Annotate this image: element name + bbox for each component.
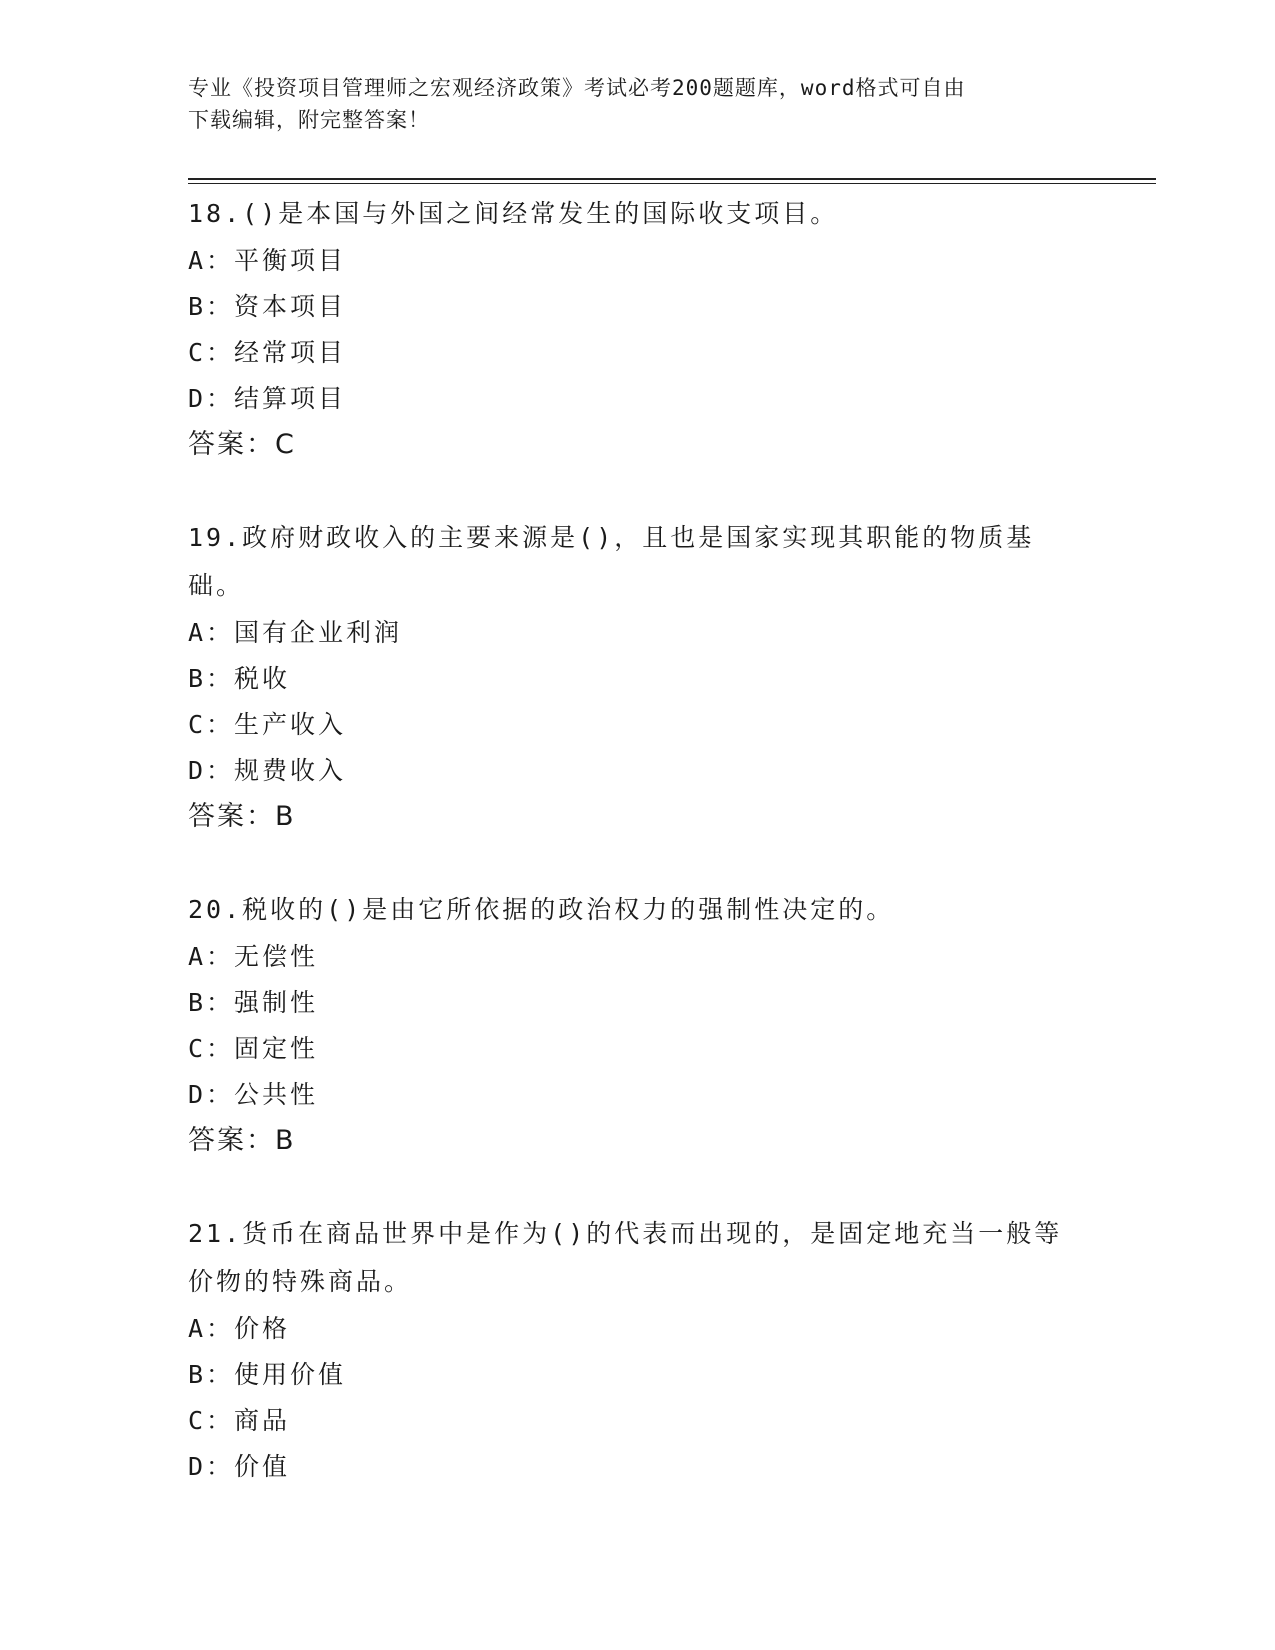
option-d: D：结算项目 <box>188 384 347 413</box>
question-text: 18.()是本国与外国之间经常发生的国际收支项目。 <box>188 199 839 228</box>
answer: 答案：C <box>188 429 296 460</box>
option-a: A：无偿性 <box>188 942 319 971</box>
question-text: 20.税收的()是由它所依据的政治权力的强制性决定的。 <box>188 895 895 924</box>
question-list <box>188 190 1088 1536</box>
document-header <box>188 72 1068 136</box>
option-d: D：公共性 <box>188 1080 319 1109</box>
question-text: 21.货币在商品世界中是作为()的代表而出现的，是固定地充当一般等价物的特殊商品。 <box>188 1219 1063 1296</box>
option-c: C：生产收入 <box>188 710 347 739</box>
option-b: B：使用价值 <box>188 1360 347 1389</box>
option-b: B：资本项目 <box>188 292 347 321</box>
option-c: C：商品 <box>188 1406 291 1435</box>
option-a: A：国有企业利润 <box>188 618 403 647</box>
header-divider <box>188 178 1156 180</box>
question-20 <box>188 886 1088 1164</box>
question-18 <box>188 190 1088 468</box>
answer: 答案：B <box>188 801 296 832</box>
option-c: C：固定性 <box>188 1034 319 1063</box>
header-line-1: 专业《投资项目管理师之宏观经济政策》考试必考200题题库，word格式可自由 <box>188 76 966 100</box>
header-line-2: 下载编辑，附完整答案！ <box>188 108 430 132</box>
option-b: B：强制性 <box>188 988 319 1017</box>
question-text: 19.政府财政收入的主要来源是()，且也是国家实现其职能的物质基础。 <box>188 523 1035 600</box>
option-a: A：价格 <box>188 1314 291 1343</box>
header-divider-thin <box>188 183 1156 184</box>
option-b: B：税收 <box>188 664 291 693</box>
question-19 <box>188 514 1088 840</box>
option-d: D：规费收入 <box>188 756 347 785</box>
option-d: D：价值 <box>188 1452 291 1481</box>
answer: 答案：B <box>188 1125 296 1156</box>
question-21 <box>188 1210 1088 1490</box>
option-c: C：经常项目 <box>188 338 347 367</box>
option-a: A：平衡项目 <box>188 246 347 275</box>
